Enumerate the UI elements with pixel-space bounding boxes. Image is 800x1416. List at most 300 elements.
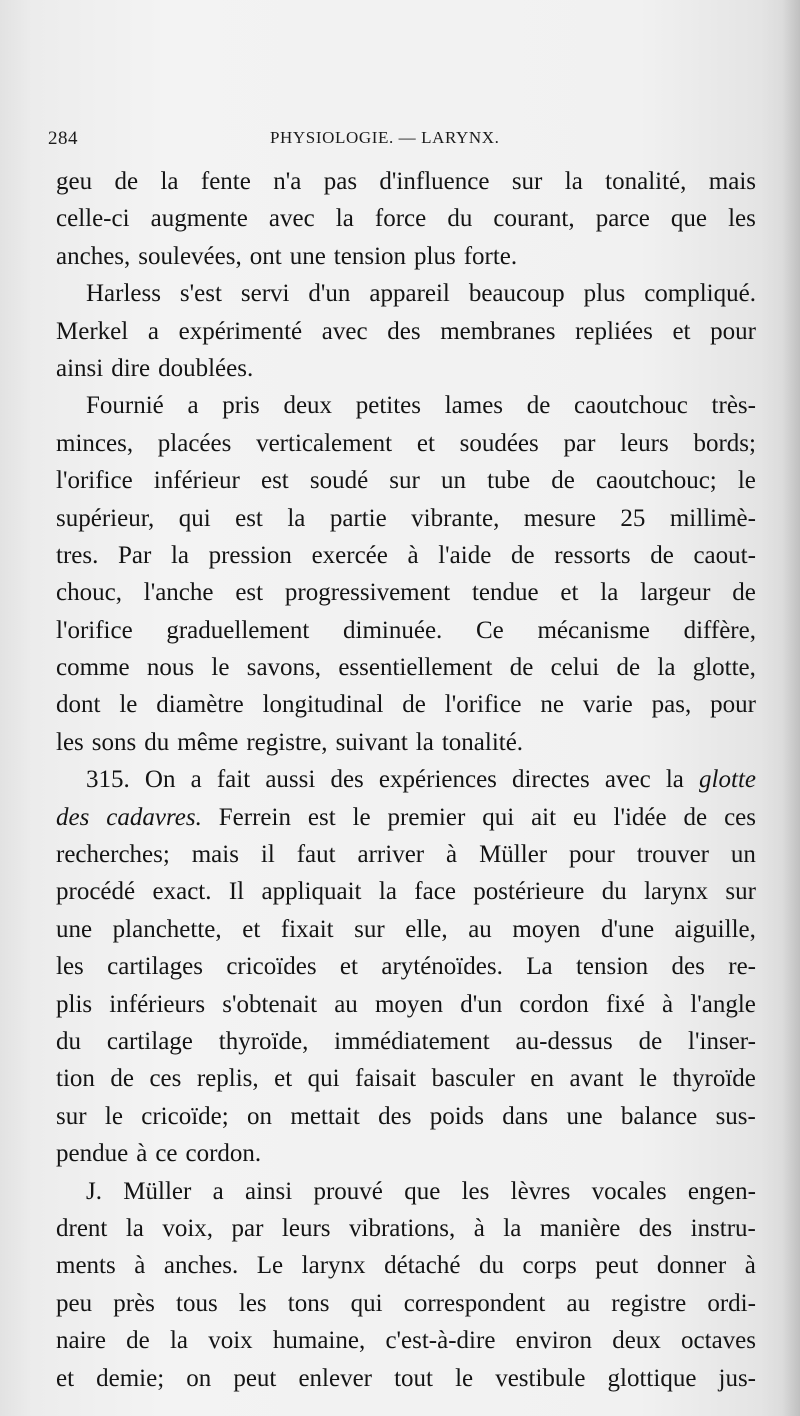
word: postérieure — [473, 878, 585, 906]
word: de — [402, 691, 426, 719]
text-line — [56, 238, 756, 275]
word: geu — [56, 168, 93, 195]
word: petites — [355, 392, 422, 420]
word: thyroïde — [672, 1065, 756, 1093]
word: est — [307, 803, 336, 831]
word: tres. — [56, 541, 99, 569]
word: d'un — [308, 280, 351, 308]
text-line — [56, 500, 756, 537]
word: sons — [91, 728, 137, 756]
word: instru- — [690, 1214, 756, 1242]
word: est — [260, 467, 289, 495]
word: diffère, — [683, 616, 756, 644]
word: un — [730, 841, 756, 869]
word: 25 — [620, 504, 646, 532]
word: Ferrein — [218, 803, 291, 831]
text-line — [56, 1098, 756, 1135]
word: tout — [394, 1364, 433, 1392]
word: verticalement — [256, 429, 393, 457]
word: détaché — [384, 1252, 461, 1280]
word: ces — [724, 803, 756, 831]
word: au — [334, 990, 358, 1018]
text-line — [56, 1173, 756, 1210]
word: fixait — [280, 915, 334, 943]
word: sur — [511, 168, 543, 195]
word: mais — [708, 168, 756, 195]
word: glotte, — [692, 654, 756, 682]
word: l'angle — [690, 990, 756, 1018]
word: 315. — [86, 766, 130, 794]
word: de — [510, 541, 535, 569]
word: soulevées, — [138, 242, 242, 270]
word: la — [287, 504, 306, 532]
text-line — [56, 200, 756, 237]
word: la — [657, 654, 676, 682]
word: les — [56, 953, 84, 981]
word: glotte — [699, 766, 756, 794]
word: et — [672, 317, 691, 345]
text-line — [56, 873, 756, 910]
word: à — [136, 1140, 148, 1168]
word: trouver — [636, 841, 709, 869]
word: Müller — [123, 1177, 192, 1205]
word: du — [601, 878, 627, 906]
word: registre, — [246, 728, 328, 756]
word: tons — [287, 1289, 330, 1317]
text-line — [56, 1135, 756, 1172]
word: longitudinal — [262, 691, 384, 719]
word: largeur — [640, 579, 711, 607]
body-text — [56, 163, 756, 1397]
text-line — [56, 1060, 756, 1097]
word: celle-ci — [56, 205, 130, 233]
word: au-dessus — [515, 1027, 613, 1055]
word: octaves — [681, 1327, 756, 1355]
text-line — [56, 537, 756, 574]
word: anches, — [56, 242, 131, 270]
word: ait — [531, 803, 557, 831]
word: tonalité. — [441, 728, 524, 756]
text-line — [56, 425, 756, 462]
word: mettait — [290, 1102, 360, 1130]
word: qui — [178, 504, 211, 532]
word: replis, — [196, 1065, 259, 1093]
word: la — [415, 728, 434, 756]
word: faisait — [355, 1065, 417, 1093]
word: un — [440, 467, 466, 495]
word: peut — [595, 1252, 639, 1280]
word: à — [446, 841, 458, 869]
word: appareil — [369, 280, 450, 308]
word: face — [414, 878, 456, 906]
word: celui — [550, 654, 600, 682]
word: plis — [56, 990, 93, 1018]
word: a — [187, 392, 199, 420]
word: planchette, — [112, 915, 222, 943]
word: de — [126, 1327, 150, 1355]
word: forte. — [463, 242, 518, 270]
word: vibrations, — [349, 1214, 456, 1242]
word: peut — [233, 1364, 277, 1392]
word: cadavres. — [106, 803, 202, 831]
word: parce — [595, 205, 650, 233]
word: larynx — [301, 1252, 366, 1280]
word: sur — [389, 467, 420, 495]
word: minces, — [56, 429, 134, 457]
word: comme — [56, 654, 130, 682]
text-line — [56, 724, 756, 761]
word: la — [503, 1214, 522, 1242]
word: courant, — [493, 205, 575, 233]
word: mais — [191, 841, 239, 869]
word: environ — [515, 1327, 593, 1355]
word: essentiellement — [338, 654, 493, 682]
word: deux — [612, 1327, 661, 1355]
word: du — [478, 1252, 504, 1280]
word: fait — [216, 766, 251, 794]
text-line — [56, 462, 756, 499]
word: à — [134, 1252, 146, 1280]
word: mesure — [523, 504, 596, 532]
word: a — [190, 766, 202, 794]
word: dire — [111, 354, 151, 382]
word: Le — [256, 1252, 284, 1280]
word: la — [600, 579, 619, 607]
word: Fournié — [86, 392, 164, 420]
word: humaine, — [272, 1327, 366, 1355]
word: cricoïdes — [226, 953, 317, 981]
word: repliées — [575, 317, 653, 345]
word: des — [56, 803, 90, 831]
word: supérieur, — [56, 504, 155, 532]
word: c'est-à-dire — [385, 1327, 496, 1355]
word: la — [160, 168, 179, 195]
word: la — [125, 1214, 144, 1242]
word: pour — [569, 841, 615, 869]
word: l'inser- — [688, 1027, 756, 1055]
word: tension — [333, 242, 407, 270]
word: suivant — [335, 728, 408, 756]
word: a — [147, 317, 159, 345]
word: ainsi — [56, 354, 104, 382]
text-line — [56, 836, 756, 873]
word: elle, — [405, 915, 448, 943]
word: de — [683, 803, 708, 831]
word: cricoïde; — [141, 1102, 229, 1130]
word: et — [56, 1364, 75, 1392]
word: et — [339, 953, 358, 981]
word: doublées. — [158, 354, 254, 382]
word: très- — [711, 392, 756, 420]
word: le — [639, 1065, 658, 1093]
word: une — [566, 1102, 603, 1130]
word: dont — [56, 691, 101, 719]
word: deux — [283, 392, 333, 420]
word: du — [144, 728, 170, 756]
word: des — [671, 953, 705, 981]
word: et — [560, 579, 579, 607]
word: recherches; — [56, 841, 170, 869]
word: sur — [354, 915, 385, 943]
word: pris — [222, 392, 260, 420]
word: et — [416, 429, 435, 457]
word: compliqué. — [644, 280, 756, 308]
word: pression — [208, 541, 292, 569]
text-line — [56, 1322, 756, 1359]
word: même — [177, 728, 239, 756]
text-line — [56, 1285, 756, 1322]
word: près — [113, 1289, 155, 1317]
word: de — [509, 654, 534, 682]
word: mécanisme — [537, 616, 650, 644]
word: ce — [155, 1140, 178, 1168]
word: des — [330, 766, 364, 794]
word: est — [235, 579, 264, 607]
word: n'a — [273, 168, 302, 195]
word: le — [104, 1102, 123, 1130]
text-line — [56, 986, 756, 1023]
word: peu — [56, 1289, 93, 1317]
word: pendue — [56, 1140, 129, 1168]
word: graduellement — [166, 616, 310, 644]
word: ont — [249, 242, 282, 270]
word: avec — [604, 766, 651, 794]
word: demie; — [96, 1364, 165, 1392]
word: J. — [86, 1177, 102, 1205]
text-line — [56, 313, 756, 350]
word: en — [530, 1065, 554, 1093]
text-line — [56, 799, 756, 836]
text-line — [56, 1023, 756, 1060]
text-line — [56, 911, 756, 948]
word: expérimenté — [178, 317, 303, 345]
word: force — [374, 205, 427, 233]
word: que — [670, 205, 708, 233]
word: dans — [502, 1102, 549, 1130]
word: de — [551, 467, 575, 495]
word: registre — [611, 1289, 687, 1317]
word: on — [186, 1364, 212, 1392]
word: drent — [56, 1214, 108, 1242]
word: caoutchouc — [574, 392, 688, 420]
word: ces — [149, 1065, 182, 1093]
word: Müller — [479, 841, 548, 869]
word: au — [468, 915, 492, 943]
word: la — [665, 766, 684, 794]
word: balance — [620, 1102, 698, 1130]
word: sus- — [715, 1102, 756, 1130]
word: de — [114, 168, 139, 195]
word: des — [638, 1214, 673, 1242]
word: larynx — [644, 878, 708, 906]
word: manière — [539, 1214, 621, 1242]
word: tous — [176, 1289, 218, 1317]
word: le — [352, 803, 371, 831]
word: sur — [56, 1102, 87, 1130]
word: la — [170, 541, 189, 569]
word: d'un — [460, 990, 503, 1018]
word: chouc, — [56, 579, 122, 607]
word: les — [56, 728, 84, 756]
word: Merkel — [56, 317, 129, 345]
word: avec — [321, 317, 368, 345]
word: cordon. — [185, 1140, 262, 1168]
word: de — [616, 654, 641, 682]
word: Harless — [86, 280, 161, 308]
word: vocales — [591, 1177, 667, 1205]
text-line — [56, 1210, 756, 1247]
word: qui — [350, 1289, 383, 1317]
text-line — [56, 163, 756, 200]
word: vestibule — [495, 1364, 586, 1392]
word: par — [231, 1214, 264, 1242]
word: servi — [240, 280, 290, 308]
word: aussi — [265, 766, 316, 794]
word: de — [526, 392, 551, 420]
word: plus — [583, 280, 626, 308]
word: corps — [522, 1252, 577, 1280]
word: d'influence — [379, 168, 490, 195]
word: lèvres — [510, 1177, 571, 1205]
word: à — [662, 990, 674, 1018]
word: anches. — [163, 1252, 239, 1280]
word: des — [378, 1102, 412, 1130]
word: augmente — [150, 205, 248, 233]
word: sur — [725, 878, 756, 906]
word: soudées — [459, 429, 539, 457]
word: voix — [208, 1327, 253, 1355]
word: engen- — [687, 1177, 756, 1205]
word: prouvé — [313, 1177, 383, 1205]
word: lames — [444, 392, 504, 420]
word: exact. — [152, 878, 212, 906]
word: caout- — [693, 541, 756, 569]
word: l'aide — [438, 541, 492, 569]
word: l'idée — [613, 803, 667, 831]
word: l'orifice — [56, 616, 133, 644]
word: donner — [656, 1252, 727, 1280]
word: directes — [512, 766, 590, 794]
text-line — [56, 1247, 756, 1284]
text-line — [56, 574, 756, 611]
word: une — [289, 242, 326, 270]
word: du — [447, 205, 473, 233]
word: placées — [157, 429, 232, 457]
word: thyroïde, — [218, 1027, 309, 1055]
text-line — [56, 387, 756, 424]
word: par — [563, 429, 596, 457]
text-line — [56, 948, 756, 985]
word: pour — [710, 691, 756, 719]
word: à — [407, 541, 419, 569]
word: avant — [569, 1065, 624, 1093]
word: ordi- — [707, 1289, 756, 1317]
word: membranes — [440, 317, 556, 345]
word: vibrante, — [411, 504, 500, 532]
running-header — [48, 124, 748, 158]
word: millimè- — [669, 504, 756, 532]
word: partie — [329, 504, 387, 532]
word: tion — [56, 1065, 95, 1093]
word: le — [737, 467, 756, 495]
word: varie — [582, 691, 633, 719]
word: l'anche — [143, 579, 214, 607]
word: soudé — [309, 467, 369, 495]
word: s'est — [179, 280, 222, 308]
word: pour — [710, 317, 756, 345]
word: expériences — [378, 766, 497, 794]
word: la — [169, 1327, 189, 1355]
word: poids — [429, 1102, 484, 1130]
word: de — [732, 579, 756, 607]
running-title: PHYSIOLOGIE. — LARYNX. — [270, 128, 500, 147]
word: nous — [146, 654, 195, 682]
word: à — [473, 1214, 485, 1242]
word: au — [566, 1289, 591, 1317]
word: a — [212, 1177, 224, 1205]
word: est — [235, 504, 263, 532]
word: et — [274, 1065, 293, 1093]
word: voix, — [162, 1214, 214, 1242]
word: et — [242, 915, 261, 943]
word: caoutchouc; — [595, 467, 717, 495]
text-line — [56, 686, 756, 723]
word: les — [728, 205, 756, 233]
word: ainsi — [244, 1177, 293, 1205]
word: beaucoup — [468, 280, 565, 308]
word: moyen — [374, 990, 444, 1018]
word: correspondent — [403, 1289, 546, 1317]
word: les — [461, 1177, 490, 1205]
word: tendue — [471, 579, 539, 607]
word: fixé — [605, 990, 645, 1018]
word: diminuée. — [343, 616, 443, 644]
word: à — [744, 1252, 756, 1280]
word: qui — [482, 803, 515, 831]
word: La — [526, 953, 553, 981]
word: plus — [414, 242, 456, 270]
text-line — [56, 275, 756, 312]
word: diamètre — [156, 691, 244, 719]
word: ments — [56, 1252, 116, 1280]
word: progressivement — [284, 579, 451, 607]
word: immédiatement — [334, 1027, 490, 1055]
word: d'une — [600, 915, 655, 943]
text-line — [56, 649, 756, 686]
word: bords; — [693, 429, 756, 457]
word: pas — [323, 168, 358, 195]
word: on — [247, 1102, 273, 1130]
word: la — [378, 878, 397, 906]
word: pas, — [651, 691, 692, 719]
word: leurs — [620, 429, 669, 457]
word: le — [211, 654, 230, 682]
word: arriver — [357, 841, 425, 869]
word: premier — [387, 803, 466, 831]
word: ne — [540, 691, 564, 719]
word: la — [335, 205, 354, 233]
word: cartilages — [107, 953, 203, 981]
text-line — [56, 612, 756, 649]
word: faut — [296, 841, 336, 869]
word: la — [564, 168, 583, 195]
word: il — [260, 841, 275, 869]
word: de — [638, 1027, 663, 1055]
word: tension — [575, 953, 649, 981]
word: du — [56, 1027, 81, 1055]
word: l'orifice — [444, 691, 522, 719]
word: le — [119, 691, 138, 719]
